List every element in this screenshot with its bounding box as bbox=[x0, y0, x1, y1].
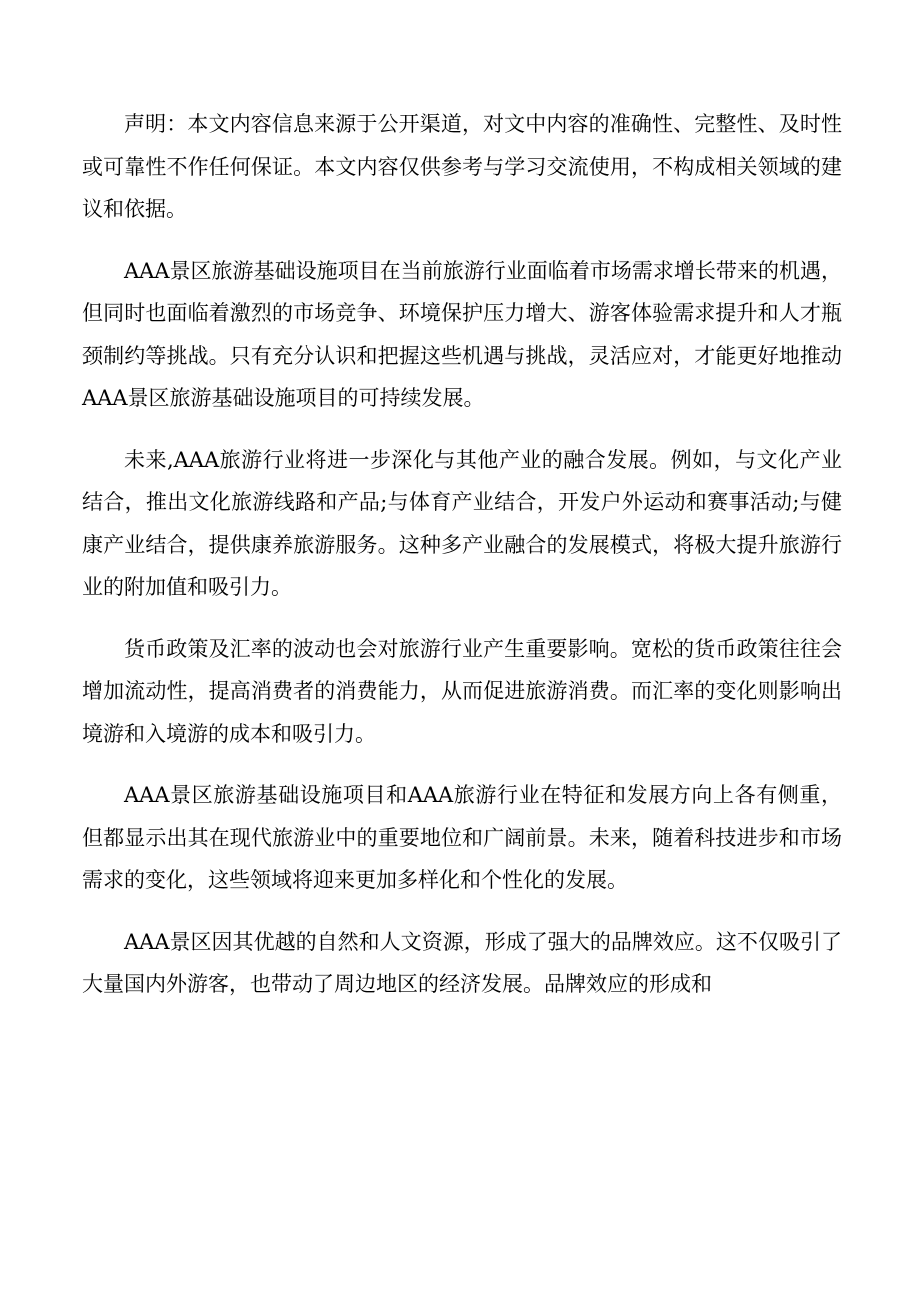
body-paragraph: 未来,AAA旅游行业将进一步深化与其他产业的融合发展。例如，与文化产业结合，推出文化旅游线路和产品;与体育产业结合，开发户外运动和赛事活动;与健康产业结合，提供康养旅游服务。这种多产业融合的发展模式，将极大提升旅游行业的附加值和吸引力。 bbox=[82, 447, 842, 599]
body-paragraph: AAA景区旅游基础设施项目和AAA旅游行业在特征和发展方向上各有侧重，但都显示出其在现代旅游业中的重要地位和广阔前景。未来，随着科技进步和市场需求的变化，这些领域将迎来更加多样化和个性化的发展。 bbox=[82, 783, 842, 892]
body-paragraph: AAA景区因其优越的自然和人文资源，形成了强大的品牌效应。这不仅吸引了大量国内外游客，也带动了周边地区的经济发展。品牌效应的形成和 bbox=[82, 929, 842, 996]
body-paragraph: AAA景区旅游基础设施项目在当前旅游行业面临着市场需求增长带来的机遇，但同时也面临着激烈的市场竞争、环境保护压力增大、游客体验需求提升和人才瓶颈制约等挑战。只有充分认识和把握这些机遇与挑战，灵活应对，才能更好地推动AAA景区旅游基础设施项目的可持续发展。 bbox=[82, 258, 842, 410]
document-body bbox=[82, 103, 842, 1025]
body-paragraph: 货币政策及汇率的波动也会对旅游行业产生重要影响。宽松的货币政策往往会增加流动性，提高消费者的消费能力，从而促进旅游消费。而汇率的变化则影响出境游和入境游的成本和吸引力。 bbox=[82, 636, 842, 746]
disclaimer-paragraph: 声明：本文内容信息来源于公开渠道，对文中内容的准确性、完整性、及时性或可靠性不作任何保证。本文内容仅供参考与学习交流使用，不构成相关领域的建议和依据。 bbox=[82, 112, 842, 221]
